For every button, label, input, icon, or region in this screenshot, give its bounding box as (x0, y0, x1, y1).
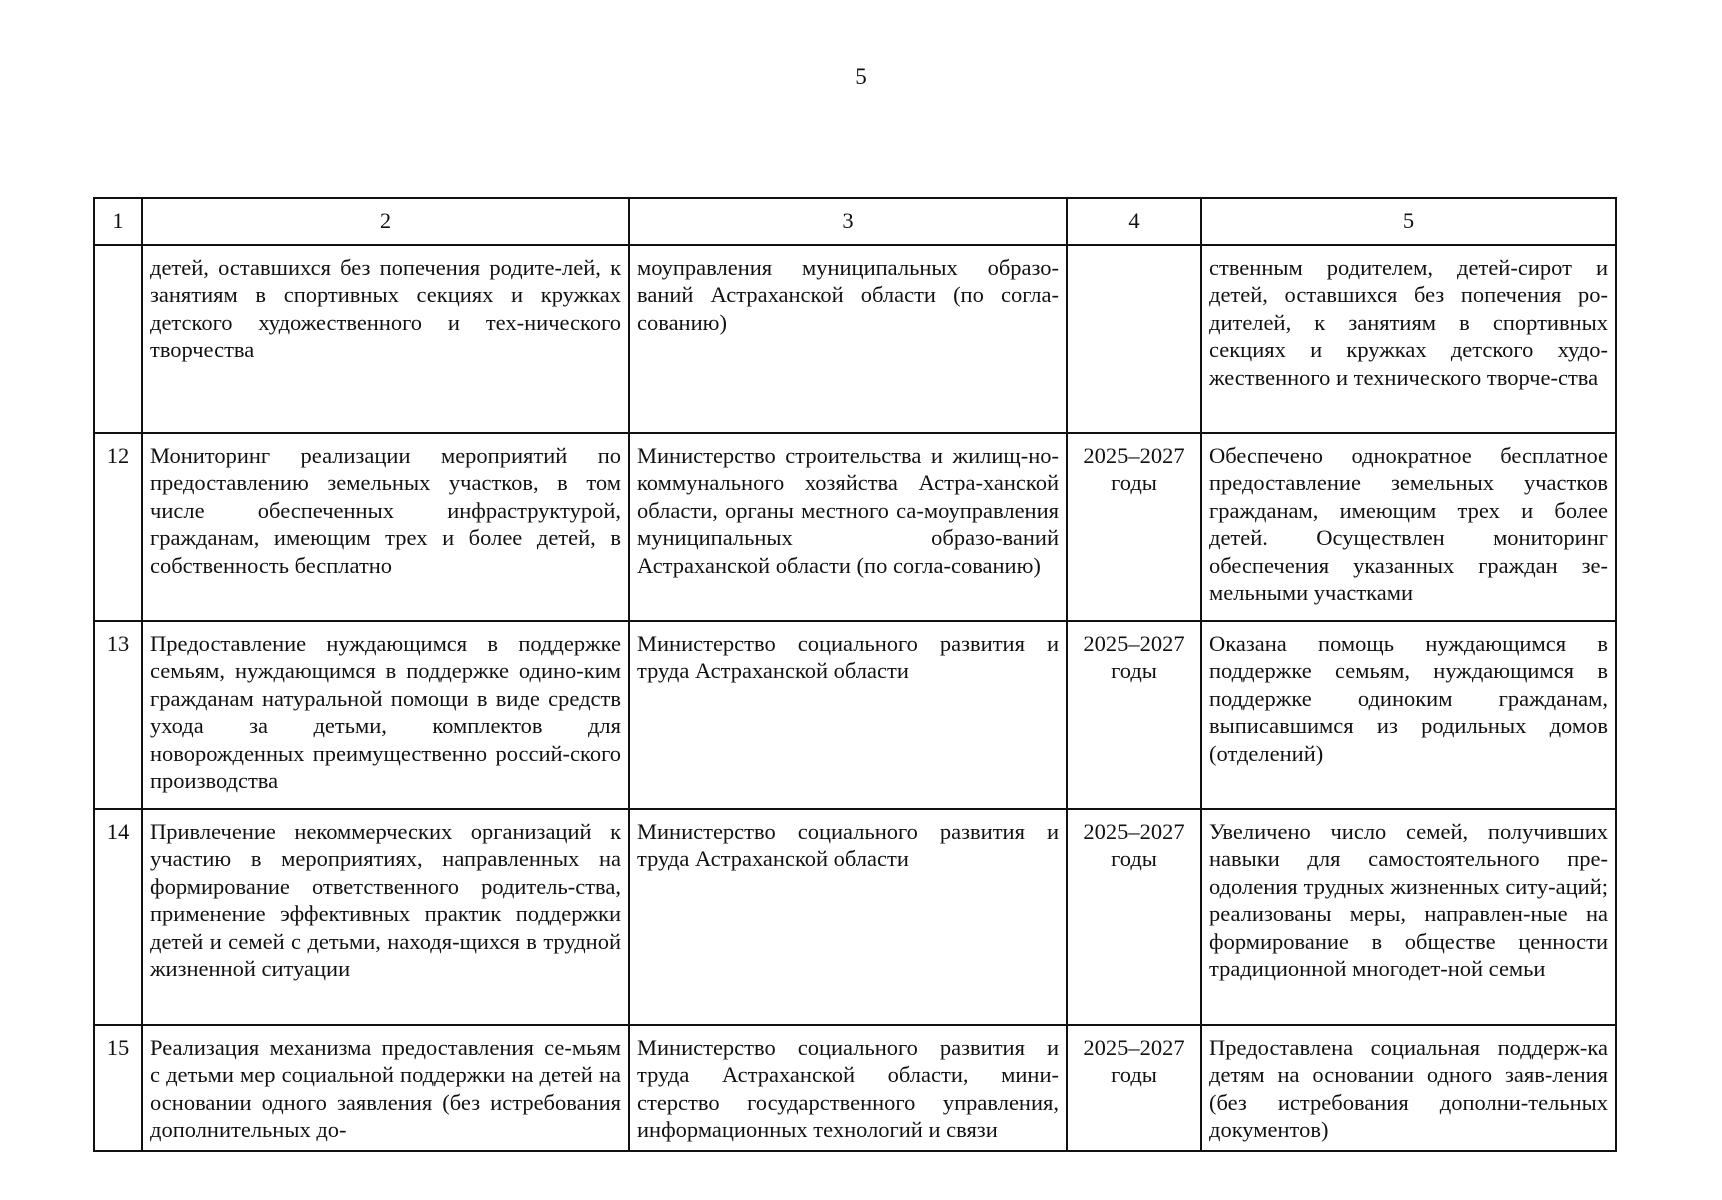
executor-cell: Министерство социального развития и труда Астраханской области, мини-стерство государственного управления, информационных технологий и связи (629, 1025, 1067, 1151)
page-number: 5 (855, 64, 867, 89)
period-cell: 2025–2027 годы (1067, 1025, 1201, 1151)
event-cell: Мониторинг реализации мероприятий по предоставлению земельных участков, в том числе обеспеченных инфраструктурой, гражданам, имеющим трех и более детей, в собственность бесплатно (142, 433, 629, 621)
executor-cell: Министерство социального развития и труда Астраханской области (629, 621, 1067, 809)
event-cell: Реализация механизма предоставления се-мьям с детьми мер социальной поддержки на детей на основании одного заявления (без истребования дополнительных до- (142, 1025, 629, 1151)
period-cell: 2025–2027 годы (1067, 621, 1201, 809)
row-number: 15 (94, 1025, 142, 1151)
header-cell-2: 2 (142, 198, 629, 245)
header-cell-3: 3 (629, 198, 1067, 245)
header-cell-1: 1 (94, 198, 142, 245)
table-row (94, 809, 1616, 1025)
table-row (94, 621, 1616, 809)
event-cell: Предоставление нуждающимся в поддержке семьям, нуждающимся в поддержке одино-ким гражданам натуральной помощи в виде средств ухода за детьми, комплектов для новорожденных преимущественно россий-ского производства (142, 621, 629, 809)
result-cell: Обеспечено однократное бесплатное предоставление земельных участков гражданам, имеющим трех и более детей. Осуществлен мониторинг обеспечения указанных граждан зе-мельными участками (1201, 433, 1616, 621)
executor-cell: Министерство строительства и жилищ-но-коммунального хозяйства Астра-ханской области, органы местного са-моуправления муниципальных образо-ваний Астраханской области (по согла-сованию) (629, 433, 1067, 621)
executor-cell: Министерство социального развития и труда Астраханской области (629, 809, 1067, 1025)
executor-cell: моуправления муниципальных образо-ваний Астраханской области (по согла-сованию) (629, 245, 1067, 433)
header-cell-5: 5 (1201, 198, 1616, 245)
row-number: 14 (94, 809, 142, 1025)
period-cell (1067, 245, 1201, 433)
measures-table (93, 197, 1617, 1152)
period-cell: 2025–2027 годы (1067, 809, 1201, 1025)
row-number (94, 245, 142, 433)
result-cell: Оказана помощь нуждающимся в поддержке семьям, нуждающимся в поддержке одиноким гражданам, выписавшимся из родильных домов (отделений) (1201, 621, 1616, 809)
period-cell: 2025–2027 годы (1067, 433, 1201, 621)
table-row (94, 1025, 1616, 1151)
table-row (94, 433, 1616, 621)
result-cell: ственным родителем, детей-сирот и детей, оставшихся без попечения ро-дителей, к занятиям в спортивных секциях и кружках детского худо-жественного и технического творче-ства (1201, 245, 1616, 433)
table-row (94, 245, 1616, 433)
result-cell: Увеличено число семей, получивших навыки для самостоятельного пре-одоления трудных жизненных ситу-аций; реализованы меры, направлен-ные на формирование в обществе ценности традиционной многодет-ной семьи (1201, 809, 1616, 1025)
result-cell: Предоставлена социальная поддерж-ка детям на основании одного заяв-ления (без истребования дополни-тельных документов) (1201, 1025, 1616, 1151)
header-cell-4: 4 (1067, 198, 1201, 245)
row-number: 13 (94, 621, 142, 809)
event-cell: детей, оставшихся без попечения родите-лей, к занятиям в спортивных секциях и кружках детского художественного и тех-нического творчества (142, 245, 629, 433)
row-number: 12 (94, 433, 142, 621)
table-header-row (94, 198, 1616, 245)
event-cell: Привлечение некоммерческих организаций к участию в мероприятиях, направленных на формирование ответственного родитель-ства, применение эффективных практик поддержки детей и семей с детьми, находя-щихся в трудной жизненной ситуации (142, 809, 629, 1025)
